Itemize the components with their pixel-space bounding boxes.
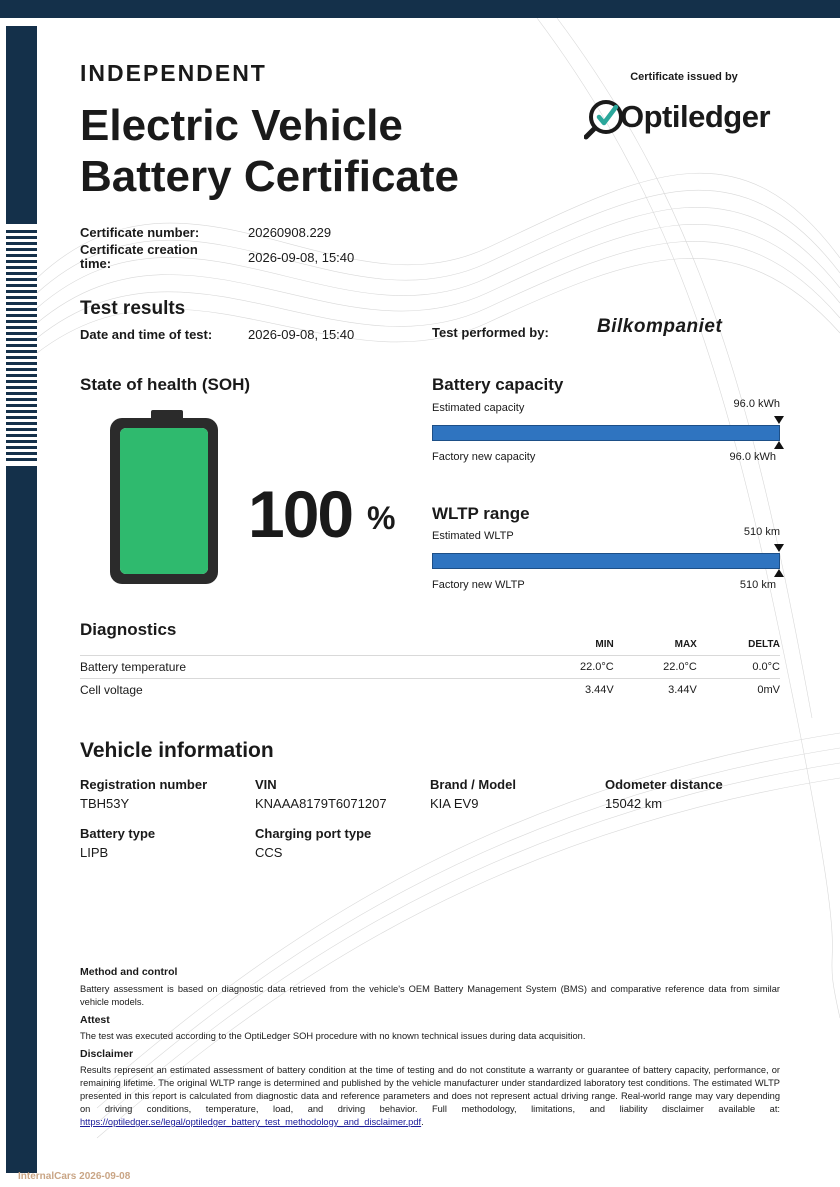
disclaimer-heading: Disclaimer [80,1048,134,1060]
diagnostics-heading: Diagnostics [80,620,177,639]
header-kicker: INDEPENDENT [80,60,267,86]
title-line-1: Electric Vehicle [80,101,403,150]
row-name: Battery temperature [80,656,531,679]
battery-type-label: Battery type [80,826,156,841]
soh-unit: % [367,500,396,536]
attest-text: The test was executed according to the OptiLedger SOH procedure with no known technical issues during data acquisition. [80,1031,586,1041]
test-results-heading: Test results [80,298,186,319]
row-delta: 0mV [697,679,780,702]
disclaimer-text: Results represent an estimated assessment of battery condition at the time of testing and do not constitute a warranty or guarantee of battery capacity, performance, or remaining lifetime. The original WLTP range is determined and published by the vehicle manufacturer under standardized laboratory test conditions. The estimated WLTP presented in this report is calculated from diagnostic data and reference parameters and does not represent actual driving range. Real-world range may vary depending on driving conditions, temperature, load, and driving behavior. Full methodology, limitations, and liability disclaimer available at: [80,1065,780,1114]
disclaimer-block: Results represent an estimated assessment of battery condition at the time of testing and do not constitute a warranty or guarantee of battery capacity, performance, or remaining lifetime. The original WLTP range is determined and published by the vehicle manufacturer under standardized laboratory test conditions. The estimated WLTP presented in this report is calculated from diagnostic data and reference parameters and does not represent actual driving range. Real-world range may vary depending on driving conditions, temperature, load, and driving behavior. Full methodology, limitations, and liability disclaimer available at: https://optiledger.se/legal/optiledger_battery_test_methodology_and_disclaimer.pdf. [80,1065,780,1127]
factory-capacity-marker [774,441,784,449]
factory-wltp-label: Factory new WLTP [432,579,525,591]
registration-value: TBH53Y [80,796,130,811]
title-line-2: Battery Certificate [80,152,460,201]
issued-by-label: Certificate issued by [630,71,738,83]
row-max: 22.0°C [614,656,697,679]
battery-fill-level [120,428,208,574]
row-max: 3.44V [614,679,697,702]
charging-port-label: Charging port type [255,826,372,841]
soh-value: 100 [248,477,353,551]
capacity-bar-fill [433,426,779,440]
registration-label: Registration number [80,777,208,792]
estimated-capacity-label: Estimated capacity [432,402,525,414]
wltp-heading: WLTP range [432,504,530,523]
vehicle-info-heading: Vehicle information [80,739,274,762]
charging-port-value: CCS [255,845,283,860]
vin-label: VIN [255,777,277,792]
battery-type-value: LIPB [80,845,109,860]
optiledger-logo [584,97,784,143]
estimated-wltp-marker [774,544,784,552]
soh-heading: State of health (SOH) [80,375,251,394]
certificate-creation-time: 2026-09-08, 15:40 [248,250,355,265]
certificate-creation-label: Certificate creation time: [80,242,198,271]
diagnostics-header-row [80,636,780,656]
estimated-wltp-value: 510 km [743,526,780,538]
footer-stamp: InternalCars 2026-09-08 [18,1171,131,1182]
diagnostics-table [80,636,780,701]
vin-value: KNAAA8179T6071207 [255,796,387,811]
table-row [80,679,780,702]
brand-model-value: KIA EV9 [430,796,479,811]
brand-model-label: Brand / Model [430,777,516,792]
optiledger-logo-text: Optiledger [620,99,771,134]
wltp-bar-fill [433,554,779,568]
factory-wltp-value: 510 km [739,579,776,591]
disclaimer-link[interactable]: https://optiledger.se/legal/optiledger_battery_test_methodology_and_disclaimer.pdf [80,1117,422,1127]
wltp-bar [432,553,780,569]
odometer-value: 15042 km [605,796,663,811]
row-name: Cell voltage [80,679,531,702]
column-delta: DELTA [748,639,780,650]
row-delta: 0.0°C [697,656,780,679]
magnifier-check-icon [584,97,624,143]
row-min: 22.0°C [531,656,614,679]
left-barcode-strip [6,26,37,1173]
capacity-bar [432,425,780,441]
certificate-number-label: Certificate number: [80,225,200,240]
battery-capacity-heading: Battery capacity [432,375,564,394]
factory-capacity-label: Factory new capacity [432,451,536,463]
test-date-value: 2026-09-08, 15:40 [248,327,355,342]
test-date-label: Date and time of test: [80,327,213,342]
row-min: 3.44V [531,679,614,702]
column-max: MAX [674,639,697,650]
odometer-label: Odometer distance [605,777,723,792]
certificate-number: 20260908.229 [248,225,332,240]
estimated-capacity-value: 96.0 kWh [733,398,780,410]
factory-capacity-value: 96.0 kWh [729,451,776,463]
estimated-capacity-marker [774,416,784,424]
top-bar [0,0,840,18]
table-row [80,656,780,679]
method-text: Battery assessment is based on diagnostic data retrieved from the vehicle's OEM Battery Management System (BMS) and comparative reference data from similar vehicle models. [80,984,780,1007]
attest-heading: Attest [80,1014,110,1026]
bilkompaniet-logo: Bilkompaniet [597,316,723,337]
page-title [80,100,459,202]
column-min: MIN [595,639,614,650]
factory-wltp-marker [774,569,784,577]
estimated-wltp-label: Estimated WLTP [432,530,514,542]
method-heading: Method and control [80,966,178,978]
battery-icon [108,410,220,586]
performed-by-label: Test performed by: [432,325,549,340]
